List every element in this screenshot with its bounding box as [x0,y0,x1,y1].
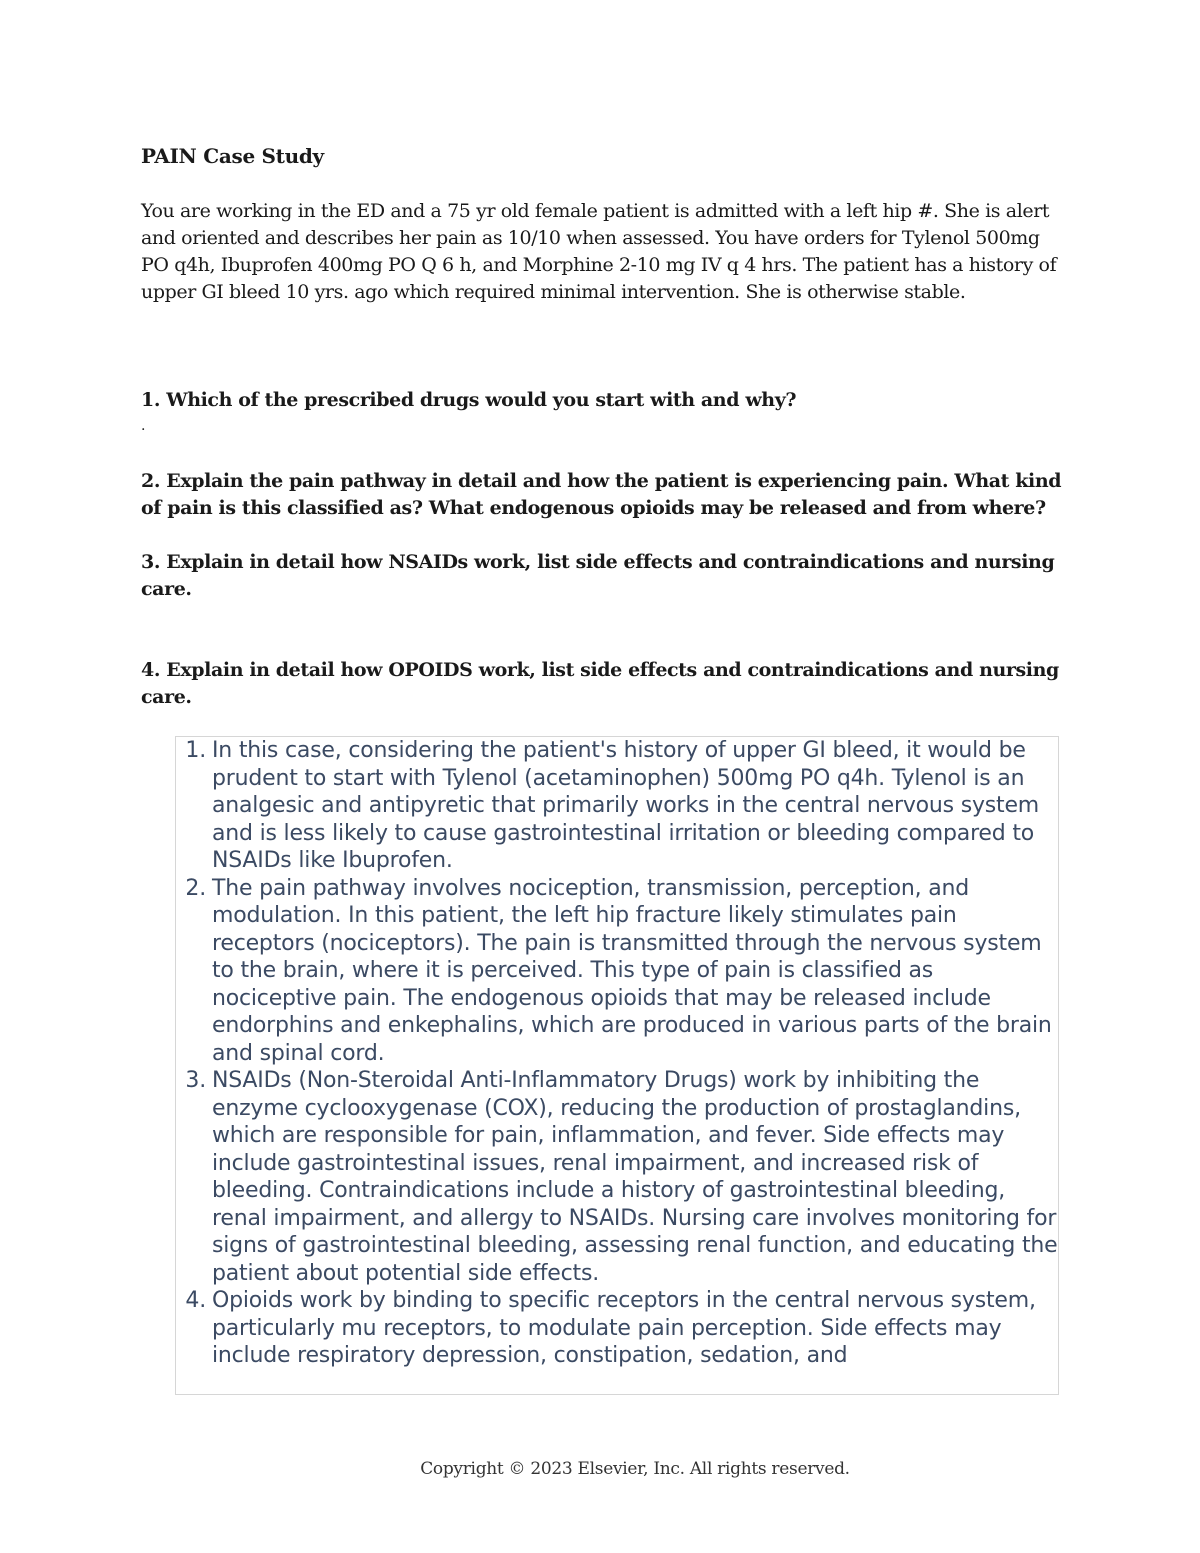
answer-item-1 [185,737,1058,875]
answer-item-3 [185,1067,1058,1287]
page-title: PAIN Case Study [141,144,324,168]
answer-number: 1. [185,738,206,763]
question-1-trailing-mark: . [141,418,146,434]
answer-number: 3. [185,1068,206,1093]
case-scenario-paragraph: You are working in the ED and a 75 yr old female patient is admitted with a left hip #. She is alert and oriented and describes her pain as 10/10 when assessed. You have orders for Tylenol 500mg PO q4h, Ibuprofen 400mg PO Q 6 h, and Morphine 2-10 mg IV q 4 hrs. The patient has a history of upper GI bleed 10 yrs. ago which required minimal intervention. She is otherwise stable. [141,200,1057,303]
answer-number: 4. [185,1288,206,1313]
question-4: 4. Explain in detail how OPOIDS work, list side effects and contraindications and nursing care. [141,659,1059,708]
answer-box [175,736,1059,1395]
copyright-footer: Copyright © 2023 Elsevier, Inc. All rights reserved. [420,1459,850,1479]
answer-text: NSAIDs (Non-Steroidal Anti-Inflammatory Drugs) work by inhibiting the enzyme cyclooxygenase (COX), reducing the production of prostaglandins, which are responsible for pain, inflammation, and fever. Side effects may include gastrointestinal issues, renal impairment, and increased risk of bleeding. Contraindications include a history of gastrointestinal bleeding, renal impairment, and allergy to NSAIDs. Nursing care involves monitoring for signs of gastrointestinal bleeding, assessing renal function, and educating the patient about potential side effects. [212,1068,1058,1286]
answer-number: 2. [185,875,206,901]
answer-text: The pain pathway involves nociception, transmission, perception, and modulation. In this patient, the left hip fracture likely stimulates pain receptors (nociceptors). The pain is transmitted through the nervous system to the brain, where it is perceived. This type of pain is classified as nociceptive pain. The endogenous opioids that may be released include endorphins and enkephalins, which are produced in various parts of the brain and spinal cord. [212,875,1052,1066]
answer-list [176,737,1058,1370]
answer-text: In this case, considering the patient's history of upper GI bleed, it would be prudent to start with Tylenol (acetaminophen) 500mg PO q4h. Tylenol is an analgesic and antipyretic that primarily works in the central nervous system and is less likely to cause gastrointestinal irritation or bleeding compared to NSAIDs like Ibuprofen. [212,738,1040,873]
question-1: 1. Which of the prescribed drugs would you start with and why? [141,389,797,411]
question-3: 3. Explain in detail how NSAIDs work, list side effects and contraindications and nursing care. [141,551,1055,600]
answer-item-4 [185,1287,1058,1370]
question-2: 2. Explain the pain pathway in detail and how the patient is experiencing pain. What kind of pain is this classified as? What endogenous opioids may be released and from where? [141,470,1062,519]
answer-text: Opioids work by binding to specific receptors in the central nervous system, particularly mu receptors, to modulate pain perception. Side effects may include respiratory depression, constipation, sedation, and [212,1288,1036,1368]
answer-item-2 [185,875,1058,1068]
